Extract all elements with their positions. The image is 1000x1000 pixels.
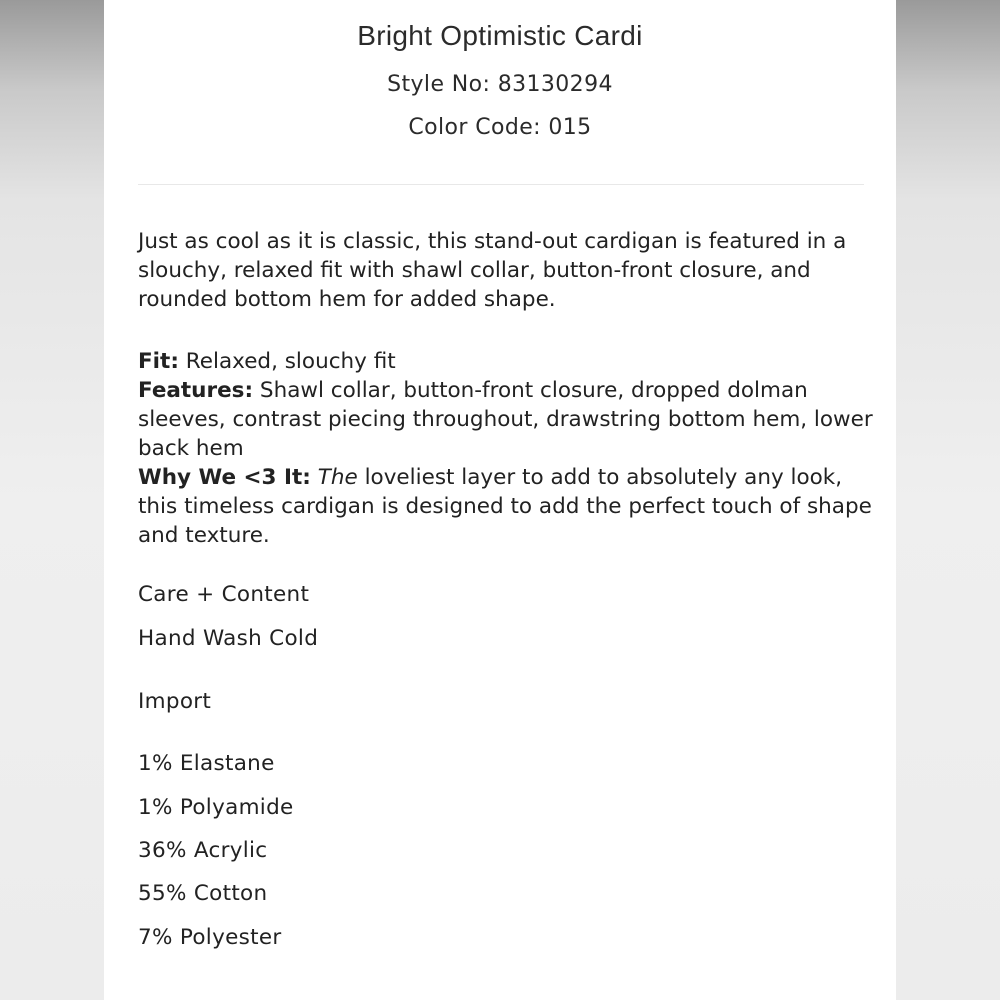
color-code: Color Code: 015 xyxy=(408,115,592,140)
content-item: 55% Cotton xyxy=(138,881,268,906)
content-item: 7% Polyester xyxy=(138,925,282,950)
product-title: Bright Optimistic Cardi xyxy=(357,20,643,51)
care-instructions: Hand Wash Cold xyxy=(138,626,319,651)
product-description: Just as cool as it is classic, this stand-out cardigan is featured in a slouchy, relaxed fit with shawl collar, button-front closure, and rounded bottom hem for added shape. xyxy=(138,229,847,312)
product-details-card xyxy=(104,0,896,1000)
why-emphasis: The xyxy=(317,465,358,490)
features-value: Shawl collar, button-front closure, dropped dolman sleeves, contrast piecing throughout, drawstring bottom hem, lower back hem xyxy=(138,378,873,461)
features-row xyxy=(138,376,878,463)
why-value: loveliest layer to add to absolutely any look, this timeless cardigan is designed to add the perfect touch of shape and texture. xyxy=(138,465,872,548)
fit-label: Fit: xyxy=(138,349,179,374)
care-heading: Care + Content xyxy=(138,582,310,607)
why-label: Why We <3 It: xyxy=(138,465,311,490)
features-label: Features: xyxy=(138,378,254,403)
fit-row xyxy=(138,347,878,376)
content-item: 1% Polyamide xyxy=(138,795,294,820)
origin: Import xyxy=(138,689,212,714)
content-item: 36% Acrylic xyxy=(138,838,268,863)
content-item: 1% Elastane xyxy=(138,751,275,776)
why-row xyxy=(138,463,878,550)
product-specs xyxy=(138,347,878,550)
style-number: Style No: 83130294 xyxy=(387,72,613,97)
fit-value: Relaxed, slouchy fit xyxy=(185,349,396,374)
divider xyxy=(138,184,864,185)
